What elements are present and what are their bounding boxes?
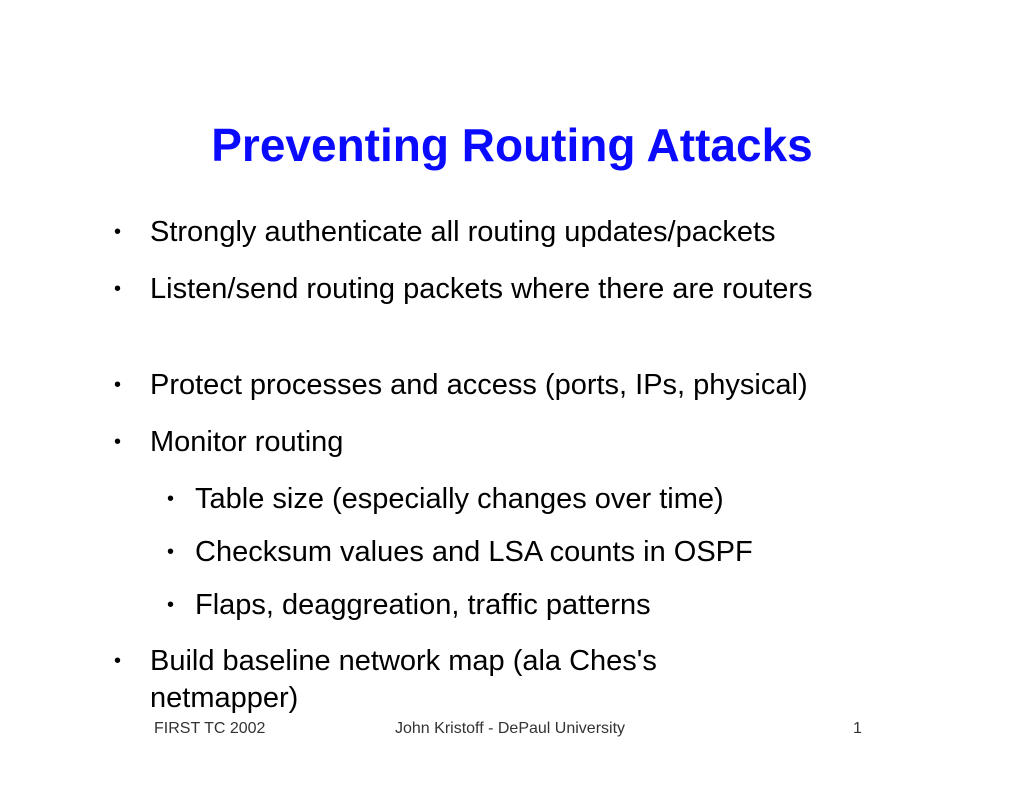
bullet-dot-icon: • [114, 431, 122, 453]
bullet-text: Strongly authenticate all routing updates/packets [150, 216, 776, 248]
sub-bullet-item [167, 534, 955, 571]
bullet-text: Build baseline network map (ala Ches's netmapper) [150, 645, 657, 714]
bullet-item [114, 643, 790, 717]
sub-bullet-text: Table size (especially changes over time) [195, 483, 724, 515]
bullet-item [114, 424, 940, 461]
bullet-item [114, 271, 830, 308]
footer-event: FIRST TC 2002 [154, 720, 266, 737]
bullet-dot-icon: • [167, 541, 175, 563]
slide-title: Preventing Routing Attacks [211, 119, 813, 171]
bullet-dot-icon: • [114, 278, 122, 300]
sub-bullet-item [167, 587, 955, 624]
bullet-item [114, 367, 940, 404]
bullet-item [114, 214, 940, 251]
bullet-text: Listen/send routing packets where there are routers [150, 273, 813, 305]
sub-bullet-text: Checksum values and LSA counts in OSPF [195, 536, 753, 568]
bullet-dot-icon: • [167, 488, 175, 510]
bullet-text: Protect processes and access (ports, IPs, physical) [150, 369, 808, 401]
bullet-dot-icon: • [114, 374, 122, 396]
page-number: 1 [853, 720, 862, 737]
bullet-dot-icon: • [114, 221, 122, 243]
sub-bullet-item [167, 481, 955, 518]
bullet-text: Monitor routing [150, 426, 344, 458]
bullet-dot-icon: • [114, 650, 122, 672]
sub-bullet-text: Flaps, deaggreation, traffic patterns [195, 589, 651, 621]
footer-author: John Kristoff - DePaul University [395, 720, 626, 737]
bullet-dot-icon: • [167, 594, 175, 616]
